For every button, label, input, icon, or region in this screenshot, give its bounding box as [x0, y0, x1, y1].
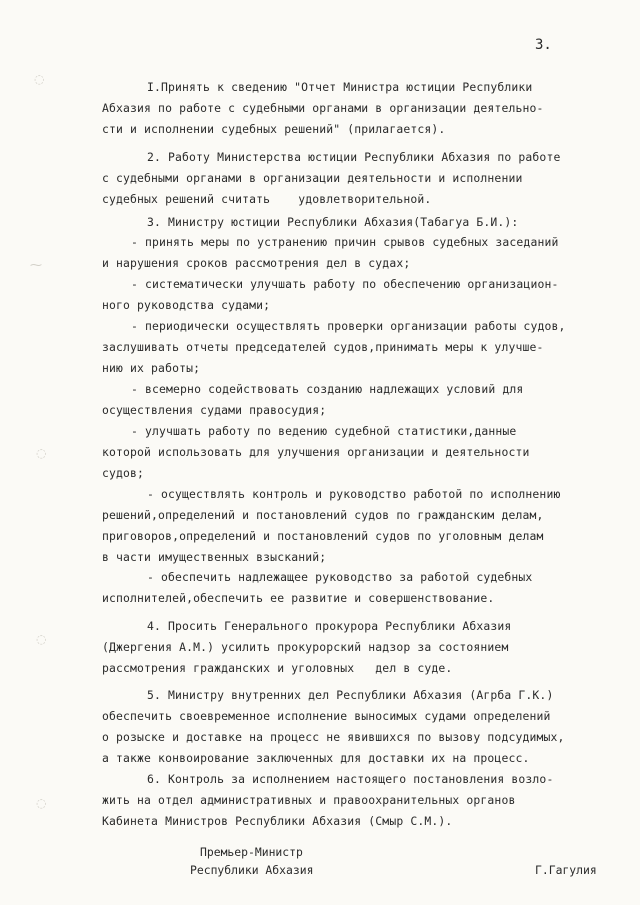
paragraph-line: судебных решений считать удовлетворительной.	[102, 192, 432, 206]
list-item-line: которой использовать для улучшения организации и деятельности	[102, 445, 530, 459]
margin-smudge: ◌	[34, 72, 45, 86]
paragraph-line: 6. Контроль за исполнением настоящего постановления возло-	[147, 772, 554, 786]
margin-smudge: ◌	[36, 632, 47, 646]
list-item-line: заслушивать отчеты председателей судов,принимать меры к улучше-	[102, 340, 544, 354]
list-item-line: - систематически улучшать работу по обеспечению организацион-	[131, 277, 559, 291]
margin-smudge: ◌	[36, 446, 47, 460]
paragraph-line: 2. Работу Министерства юстиции Республики Абхазия по работе	[147, 150, 561, 164]
paragraph-line: Кабинета Министров Республики Абхазия (Смыр С.М.).	[102, 814, 453, 828]
list-item-line: судов;	[102, 466, 145, 480]
signatory-title-line1: Премьер-Министр	[200, 845, 303, 859]
signatory-title-line2: Республики Абхазия	[190, 863, 314, 877]
paragraph-line: 3. Министру юстиции Республики Абхазия(Табагуа Б.И.):	[147, 215, 519, 229]
page-number: 3.	[535, 37, 552, 53]
list-item-line: осуществления судами правосудия;	[102, 403, 327, 417]
list-item-line: решений,определений и постановлений судов по гражданским делам,	[102, 508, 544, 522]
list-item-line: в части имущественных взысканий;	[102, 550, 327, 564]
paragraph-line: 5. Министру внутренних дел Республики Абхазия (Агрба Г.К.)	[147, 688, 554, 702]
paragraph-line: Абхазия по работе с судебными органами в организации деятельно-	[102, 101, 544, 115]
signatory-name: Г.Гагулия	[535, 863, 597, 877]
list-item-line: ного руководства судами;	[102, 298, 271, 312]
margin-smudge: ◌	[36, 796, 47, 810]
list-item-line: - всемерно содействовать созданию надлежащих условий для	[131, 382, 524, 396]
list-item-line: - улучшать работу по ведению судебной статистики,данные	[131, 424, 517, 438]
paragraph-line: обеспечить своевременное исполнение выносимых судами определений	[102, 709, 551, 723]
paragraph-line: (Джергения А.М.) усилить прокурорский надзор за состоянием	[102, 640, 509, 654]
list-item-line: нию их работы;	[102, 361, 201, 375]
margin-smudge: ⁓	[30, 258, 42, 272]
paragraph-line: о розыске и доставке на процесс не явившихся по вызову подсудимых,	[102, 730, 565, 744]
paragraph-line: рассмотрения гражданских и уголовных дел в суде.	[102, 661, 453, 675]
list-item-line: - осуществлять контроль и руководство работой по исполнению	[147, 487, 561, 501]
list-item-line: приговоров,определений и постановлений судов по уголовным делам	[102, 529, 544, 543]
paragraph-line: жить на отдел административных и правоохранительных органов	[102, 793, 516, 807]
paragraph-line: I.Принять к сведению "Отчет Министра юстиции Республики	[147, 80, 533, 94]
paragraph-line: с судебными органами в организации деятельности и исполнении	[102, 171, 523, 185]
list-item-line: - принять меры по устранению причин срывов судебных заседаний	[131, 235, 559, 249]
list-item-line: - периодически осуществлять проверки организации работы судов,	[131, 319, 566, 333]
list-item-line: и нарушения сроков рассмотрения дел в судах;	[102, 256, 411, 270]
list-item-line: исполнителей,обеспечить ее развитие и совершенствование.	[102, 591, 495, 605]
paragraph-line: сти и исполнении судебных решений" (прилагается).	[102, 122, 446, 136]
paragraph-line: а также конвоирование заключенных для доставки их на процесс.	[102, 751, 530, 765]
list-item-line: - обеспечить надлежащее руководство за работой судебных	[147, 570, 533, 584]
paragraph-line: 4. Просить Генерального прокурора Республики Абхазия	[147, 619, 512, 633]
